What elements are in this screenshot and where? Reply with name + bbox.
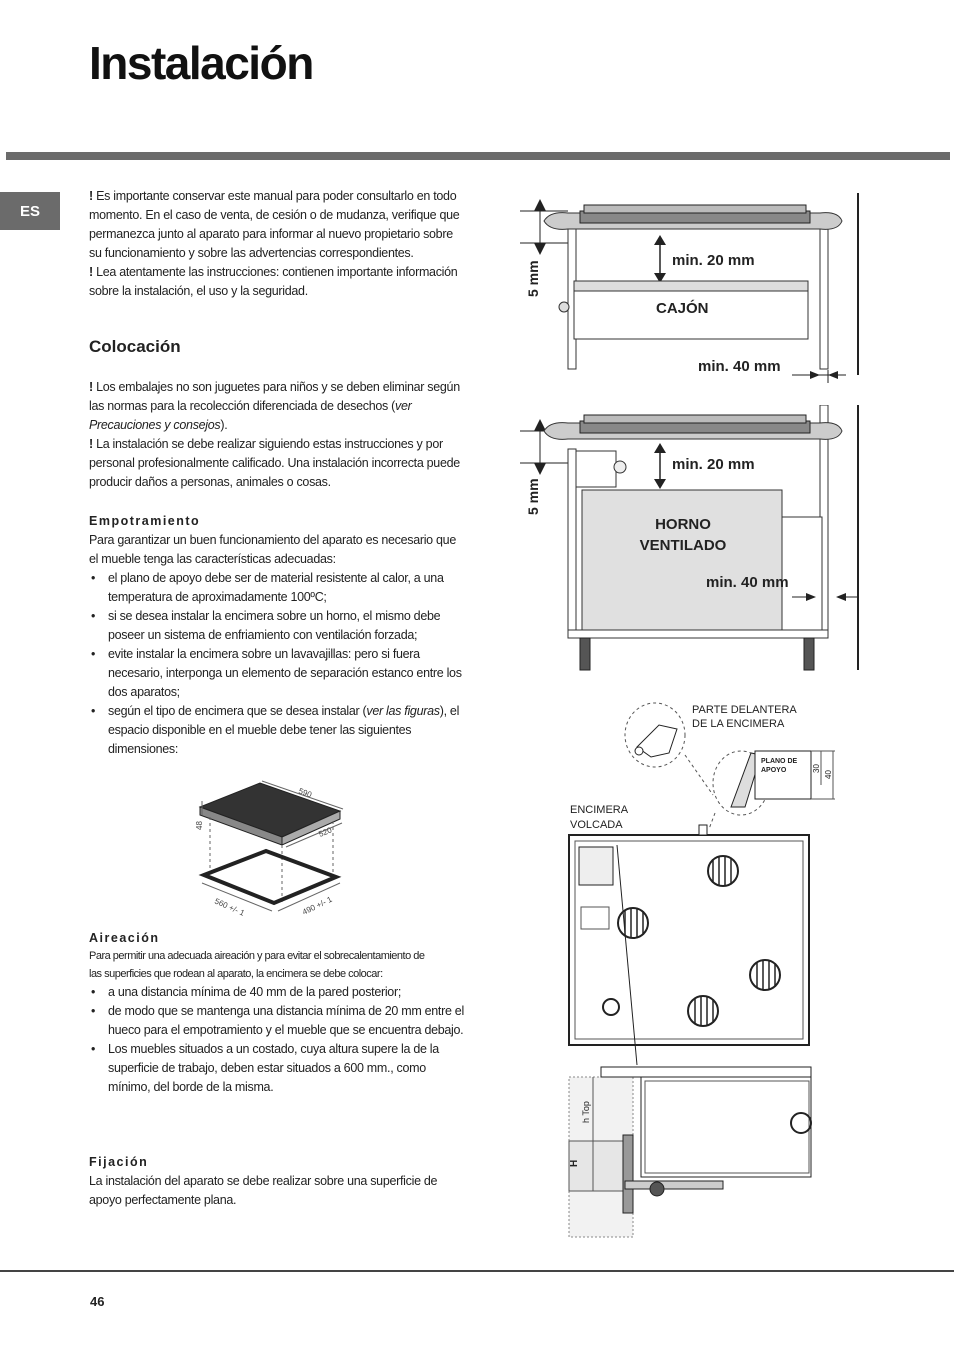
page-number: 46 bbox=[90, 1294, 105, 1309]
cutout-dimensions-diagram bbox=[190, 775, 365, 930]
empotramiento-heading: Empotramiento bbox=[89, 514, 201, 528]
warning-mark: ! bbox=[89, 380, 93, 394]
paren-close: ). bbox=[220, 418, 228, 432]
list-item: • a una distancia mínima de 40 mm de la pared posterior; bbox=[89, 983, 467, 1002]
warning-mark: ! bbox=[89, 189, 93, 203]
encimera-label-1: ENCIMERA bbox=[570, 804, 629, 816]
warning-mark: ! bbox=[89, 265, 93, 279]
fig2-oven-label-1: HORNO bbox=[655, 516, 711, 533]
empotramiento-list bbox=[89, 569, 467, 759]
fixing-bracket-diagram bbox=[565, 695, 845, 1245]
list-item-text: según el tipo de encimera que se desea instalar ( bbox=[108, 704, 367, 718]
list-item bbox=[89, 702, 467, 759]
dim-490: 490 +/- 1 bbox=[300, 894, 334, 917]
list-item: • el plano de apoyo debe ser de material resistente al calor, a una temperatura de aproximadamente 100ºC; bbox=[89, 569, 467, 607]
aireacion-section bbox=[89, 929, 467, 1097]
fijacion-heading: Fijación bbox=[89, 1155, 149, 1169]
aireacion-heading: Aireación bbox=[89, 931, 160, 945]
fig2-min20-label: min. 20 mm bbox=[672, 456, 755, 473]
fig1-drawer-label: CAJÓN bbox=[656, 300, 709, 317]
drawer-installation-diagram bbox=[520, 185, 860, 390]
warning-mark: ! bbox=[89, 437, 93, 451]
fijacion-section bbox=[89, 1153, 467, 1210]
colocacion-section bbox=[89, 337, 467, 356]
intro-section bbox=[89, 187, 467, 301]
intro-paragraph-1: Es importante conservar este manual para poder consultarlo en todo momento. En el caso de venta, de cesión o de mudanza, verifique que permanezca junto al aparato para informar al nuevo propietario sobre su funcionamiento y sobre las advertencias correspondientes. bbox=[89, 189, 460, 260]
empotramiento-section bbox=[89, 512, 467, 759]
header-rule bbox=[6, 152, 950, 160]
colocacion-paragraph-2: La instalación se debe realizar siguiendo estas instrucciones y por personal profesionalmente calificado. Una instalación incorrecta puede producir daños a personas, animales o cosas. bbox=[89, 437, 460, 489]
dim-560: 560 +/- 1 bbox=[213, 896, 246, 918]
aireacion-list bbox=[89, 983, 467, 1097]
encimera-label-2: VOLCADA bbox=[570, 819, 623, 831]
dim-590: 590 bbox=[297, 786, 313, 800]
dim-520: 520 bbox=[317, 825, 334, 839]
front-label-1: PARTE DELANTERA bbox=[692, 704, 797, 716]
h-top-label: h Top bbox=[581, 1101, 591, 1123]
figures-reference: ver las figuras bbox=[366, 704, 440, 718]
support-label-1: PLANO DE bbox=[761, 758, 798, 765]
fig1-min40-label: min. 40 mm bbox=[698, 358, 781, 375]
list-item: • Los muebles situados a un costado, cuya altura supere la de la superficie de trabajo, deben estar situados a 600 mm., como mínimo, del borde de la misma. bbox=[89, 1040, 467, 1097]
fig2-gap-label: 5 mm bbox=[525, 478, 541, 515]
list-item: • evite instalar la encimera sobre un lavavajillas: pero si fuera necesario, interponga un elemento de separación estanco entre los dos aparatos; bbox=[89, 645, 467, 702]
colocacion-body bbox=[89, 378, 467, 492]
list-item-text: ), el espacio disponible en el mueble debe tener las siguientes dimensiones: bbox=[108, 704, 460, 756]
fig2-min40-label: min. 40 mm bbox=[706, 574, 789, 591]
list-item: • si se desea instalar la encimera sobre un horno, el mismo debe poseer un sistema de enfriamiento con ventilación forzada; bbox=[89, 607, 467, 645]
dim-40: 40 bbox=[824, 770, 833, 779]
colocacion-paragraph-1: Los embalajes no son juguetes para niños y se deben eliminar según las normas para la recolección diferenciada de desechos ( bbox=[89, 380, 460, 413]
h-label: H bbox=[569, 1159, 580, 1167]
support-label-2: APOYO bbox=[761, 767, 787, 774]
fig1-gap-label: 5 mm bbox=[525, 260, 541, 297]
page-title: Instalación bbox=[89, 37, 313, 89]
oven-installation-diagram bbox=[520, 405, 860, 675]
fig1-min20-label: min. 20 mm bbox=[672, 252, 755, 269]
intro-paragraph-2: Lea atentamente las instrucciones: contienen importante información sobre la instalación, el uso y la seguridad. bbox=[89, 265, 458, 298]
list-item: • de modo que se mantenga una distancia mínima de 20 mm entre el hueco para el empotramiento y el mueble que se encuentra debajo. bbox=[89, 1002, 467, 1040]
front-label-2: DE LA ENCIMERA bbox=[692, 718, 785, 730]
aireacion-intro: Para permitir una adecuada aireación y para evitar el sobrecalentamiento de las superficies que rodean al aparato, la encimera se debe colocar: bbox=[89, 950, 425, 980]
dim-30: 30 bbox=[812, 764, 821, 773]
fijacion-text: La instalación del aparato se debe realizar sobre una superficie de apoyo perfectamente plana. bbox=[89, 1174, 438, 1207]
empotramiento-intro: Para garantizar un buen funcionamiento del aparato es necesario que el mueble tenga las características adecuadas: bbox=[89, 533, 456, 566]
colocacion-heading: Colocación bbox=[89, 337, 181, 356]
footer-rule bbox=[0, 1270, 954, 1272]
language-tab: ES bbox=[0, 192, 60, 230]
fig2-oven-label-2: VENTILADO bbox=[639, 537, 727, 554]
precauciones-reference: ver Precauciones y consejos bbox=[89, 399, 412, 432]
dim-48: 48 bbox=[195, 821, 204, 830]
